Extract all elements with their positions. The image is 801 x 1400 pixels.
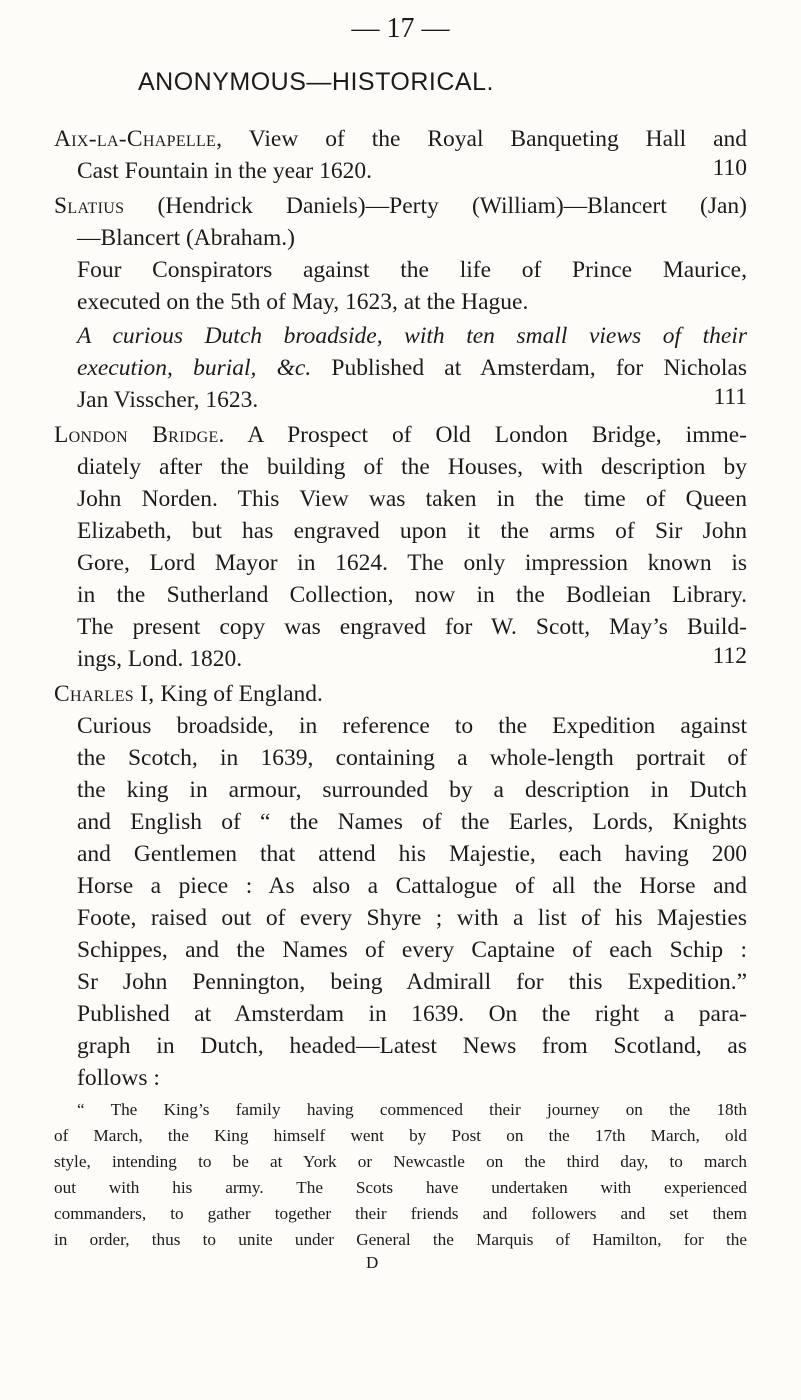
entry-line: Slatius (Hendrick Daniels)—Perty (William)—Blancert (Jan) <box>54 193 747 219</box>
entry-title: Slatius <box>54 193 125 219</box>
quote-line: of March, the King himself went by Post on the 17th March, old <box>54 1126 747 1145</box>
entry-line: executed on the 5th of May, 1623, at the Hague. <box>77 289 529 315</box>
entry-line: and English of “ the Names of the Earles, Lords, Knights <box>77 809 747 835</box>
entry-line: Jan Visscher, 1623. <box>77 387 259 413</box>
entry-line: Sr John Pennington, being Admirall for this Expedition.” <box>77 969 747 995</box>
section-heading: ANONYMOUS—HISTORICAL. <box>138 68 494 96</box>
entry-line: Gore, Lord Mayor in 1624. The only impression known is <box>77 550 747 576</box>
quote-line: out with his army. The Scots have undertaken with experienced <box>54 1178 747 1197</box>
entry-line: Schippes, and the Names of every Captaine of each Schip : <box>77 937 747 963</box>
entry-title: Aix-la-Chapelle, <box>54 126 223 152</box>
entry-line: the Scotch, in 1639, containing a whole-length portrait of <box>77 745 747 771</box>
entry-line: Four Conspirators against the life of Prince Maurice, <box>77 257 747 283</box>
entry-title: London Bridge. <box>54 422 225 448</box>
entry-line: execution, burial, &c. Published at Amsterdam, for Nicholas <box>77 355 747 381</box>
entry-line: in the Sutherland Collection, now in the Bodleian Library. <box>77 582 747 608</box>
entry-title: Charles I, <box>54 681 155 707</box>
entry-line: follows : <box>77 1065 160 1091</box>
plate-number: 112 <box>712 643 747 669</box>
entry-line: Foote, raised out of every Shyre ; with a list of his Majesties <box>77 905 747 931</box>
quote-line: “ The King’s family having commenced their journey on the 18th <box>77 1100 747 1119</box>
entry-line: ings, Lond. 1820. <box>77 646 243 672</box>
page-number: — 17 — <box>351 13 450 44</box>
entry-line: and Gentlemen that attend his Majestie, each having 200 <box>77 841 747 867</box>
entry-line: diately after the building of the Houses, with description by <box>77 454 747 480</box>
entry-line: —Blancert (Abraham.) <box>77 225 295 251</box>
plate-number: 111 <box>713 384 747 410</box>
entry-line: the king in armour, surrounded by a description in Dutch <box>77 777 747 803</box>
entry-line: Elizabeth, but has engraved upon it the arms of Sir John <box>77 518 747 544</box>
entry-line: Horse a piece : As also a Cattalogue of all the Horse and <box>77 873 747 899</box>
entry-line: Aix-la-Chapelle, View of the Royal Banqueting Hall and <box>54 126 747 152</box>
signature-mark: D <box>366 1253 379 1272</box>
entry-line: graph in Dutch, headed—Latest News from Scotland, as <box>77 1033 747 1059</box>
entry-line: A curious Dutch broadside, with ten small views of their <box>77 323 747 349</box>
plate-number: 110 <box>712 155 747 181</box>
entry-line: The present copy was engraved for W. Scott, May’s Build- <box>77 614 747 640</box>
entry-line: Published at Amsterdam in 1639. On the right a para- <box>77 1001 747 1027</box>
quote-line: in order, thus to unite under General the Marquis of Hamilton, for the <box>54 1230 747 1249</box>
entry-line: John Norden. This View was taken in the time of Queen <box>77 486 747 512</box>
entry-line: London Bridge. A Prospect of Old London Bridge, imme- <box>54 422 748 448</box>
entry-line: Cast Fountain in the year 1620. <box>77 158 373 184</box>
entry-line: Charles I, King of England. <box>54 681 323 707</box>
entry-line: Curious broadside, in reference to the Expedition against <box>77 713 747 739</box>
quote-line: commanders, to gather together their friends and followers and set them <box>54 1204 747 1223</box>
quote-line: style, intending to be at York or Newcastle on the third day, to march <box>54 1152 747 1171</box>
